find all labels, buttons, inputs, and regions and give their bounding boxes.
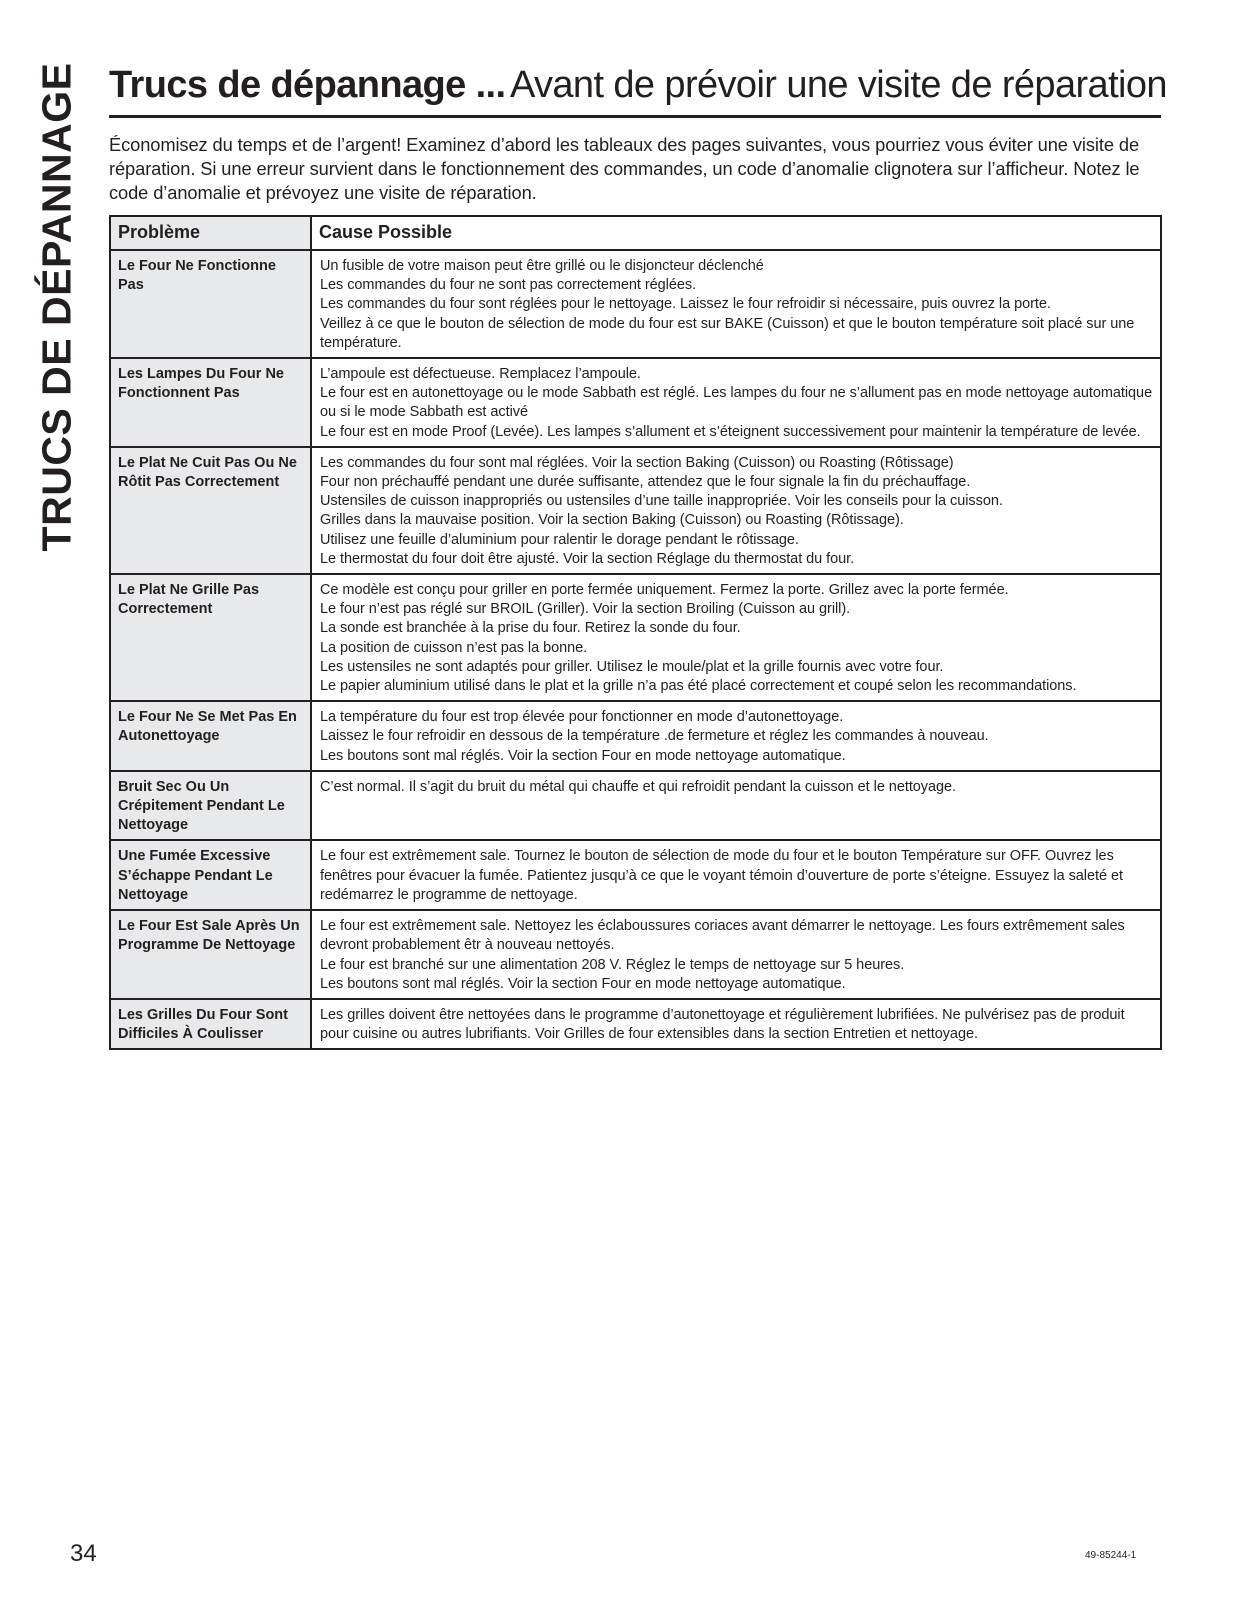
table-row [110, 701, 1161, 771]
cause-line: Les commandes du four sont réglées pour le nettoyage. Laissez le four refroidir si nécessaire, puis ouvrez la porte. [320, 296, 1051, 313]
cause-line: La sonde est branchée à la prise du four. Retirez la sonde du four. [320, 620, 741, 637]
cause-line: Laissez le four refroidir en dessous de la température .de fermeture et réglez les commandes à nouveau. [320, 728, 989, 745]
cause-line: Le papier aluminium utilisé dans le plat et la grille n’a pas été placé correctement et coupé selon les recommandations. [320, 678, 1077, 695]
table-row [110, 910, 1161, 999]
cause-line: Un fusible de votre maison peut être grillé ou le disjoncteur déclenché [320, 258, 764, 274]
header-problem: Problème [110, 216, 311, 250]
problem-cell: Une Fumée Excessive S’échappe Pendant Le Nettoyage [110, 840, 311, 910]
header-cause: Cause Possible [311, 216, 1161, 250]
cause-cell [311, 910, 1161, 999]
problem-cell: Bruit Sec Ou Un Crépitement Pendant Le Nettoyage [110, 771, 311, 841]
cause-line: Ce modèle est conçu pour griller en porte fermée uniquement. Fermez la porte. Grillez avec la porte fermée. [320, 582, 1009, 599]
table-body [110, 250, 1161, 1049]
cause-line: Le four est extrêmement sale. Nettoyez les éclaboussures coriaces avant démarrer le nettoyage. Les fours extrêmement sales devront probablement êtr à nouveau nettoyés. [320, 918, 1125, 954]
cause-line: Le four n’est pas réglé sur BROIL (Griller). Voir la section Broiling (Cuisson au grill). [320, 601, 851, 618]
cause-line: Grilles dans la mauvaise position. Voir la section Baking (Cuisson) ou Roasting (Rôtissage). [320, 512, 904, 529]
page-number: 34 [70, 1540, 97, 1567]
troubleshooting-table [109, 215, 1162, 1050]
cause-cell [311, 250, 1161, 358]
side-section-tab [33, 62, 80, 552]
page-subtitle: Avant de prévoir une visite de réparation [509, 64, 1167, 106]
cause-line: Le four est en autonettoyage ou le mode Sabbath est réglé. Les lampes du four ne s’allument pas en mode nettoyage automatique ou si le mode Sabbath est activé [320, 385, 1153, 421]
table-row [110, 999, 1161, 1049]
problem-cell: Le Plat Ne Grille Pas Correctement [110, 574, 311, 701]
cause-line: Le four est extrêmement sale. Tournez le bouton de sélection de mode du four et le bouton Température sur OFF. Ouvrez les fenêtres pour évacuer la fumée. Patientez jusqu’à ce que le voyant témoin d’ouverture de porte s’éteigne. Essuyez la saleté et redémarrez le programme de nettoyage. [320, 848, 1123, 903]
cause-line: Le four est branché sur une alimentation 208 V. Réglez le temps de nettoyage sur 5 heures. [320, 956, 905, 973]
cause-line: Les ustensiles ne sont adaptés pour griller. Utilisez le moule/plat et la grille fournis avec votre four. [320, 658, 944, 675]
table-row [110, 771, 1161, 841]
problem-cell: Le Four Est Sale Après Un Programme De Nettoyage [110, 910, 311, 999]
side-tab-label: TRUCS DE DÉPANNAGE [33, 62, 80, 552]
cause-cell [311, 358, 1161, 447]
cause-line: Les commandes du four ne sont pas correctement réglées. [320, 277, 697, 294]
document-code: 49-85244-1 [1085, 1550, 1137, 1561]
page-title: Trucs de dépannage ... [109, 64, 506, 106]
table-row [110, 250, 1161, 358]
cause-line: Les boutons sont mal réglés. Voir la section Four en mode nettoyage automatique. [320, 975, 846, 992]
cause-line: Four non préchauffé pendant une durée suffisante, attendez que le four signale la fin du préchauffage. [320, 474, 971, 491]
cause-line: Utilisez une feuille d’aluminium pour ralentir le dorage pendant le rôtissage. [320, 531, 799, 548]
table-row [110, 447, 1161, 574]
page-header [109, 64, 1167, 118]
cause-cell [311, 447, 1161, 574]
cause-line: C’est normal. Il s’agit du bruit du métal qui chauffe et qui refroidit pendant la cuisson et le nettoyage. [320, 778, 957, 795]
problem-cell: Le Plat Ne Cuit Pas Ou Ne Rôtit Pas Correctement [110, 447, 311, 574]
table-row [110, 574, 1161, 701]
problem-cell: Le Four Ne Se Met Pas En Autonettoyage [110, 701, 311, 771]
problem-cell: Les Lampes Du Four Ne Fonctionnent Pas [110, 358, 311, 447]
cause-cell [311, 771, 1161, 841]
cause-line: Les boutons sont mal réglés. Voir la section Four en mode nettoyage automatique. [320, 747, 846, 764]
problem-cell: Le Four Ne Fonctionne Pas [110, 250, 311, 358]
cause-line: La position de cuisson n’est pas la bonne. [320, 639, 588, 656]
table-row [110, 358, 1161, 447]
cause-line: Veillez à ce que le bouton de sélection de mode du four est sur BAKE (Cuisson) et que le bouton température soit placé sur une température. [320, 315, 1135, 351]
problem-cell: Les Grilles Du Four Sont Difficiles À Coulisser [110, 999, 311, 1049]
cause-cell [311, 574, 1161, 701]
table-row [110, 840, 1161, 910]
cause-line: Les commandes du four sont mal réglées. Voir la section Baking (Cuisson) ou Roasting (Rôtissage) [320, 454, 954, 471]
cause-line: Ustensiles de cuisson inappropriés ou ustensiles d’une taille inappropriée. Voir les conseils pour la cuisson. [320, 493, 1003, 510]
cause-line: Le thermostat du four doit être ajusté. Voir la section Réglage du thermostat du four. [320, 550, 855, 567]
cause-line: La température du four est trop élevée pour fonctionner en mode d’autonettoyage. [320, 709, 844, 726]
cause-line: Les grilles doivent être nettoyées dans le programme d’autonettoyage et régulièrement lubrifiées. Ne pulvérisez pas de produit pour cuisine ou autres lubrifiants. Voir Grilles de four extensibles dans la section Entretien et nettoyage. [320, 1006, 1125, 1043]
cause-line: L’ampoule est défectueuse. Remplacez l’ampoule. [320, 366, 641, 383]
cause-cell [311, 840, 1161, 910]
intro-paragraph: Économisez du temps et de l’argent! Examinez d’abord les tableaux des pages suivantes, vous pourriez vous éviter une visite de réparation. Si une erreur survient dans le fonctionnement des commandes, un code d’anomalie clignotera sur l’afficheur. Notez le code d’anomalie et prévoyez une visite de réparation. [109, 134, 1140, 203]
cause-line: Le four est en mode Proof (Levée). Les lampes s’allument et s’éteignent successivement pour maintenir la température de levée. [320, 423, 1141, 440]
cause-cell [311, 701, 1161, 771]
table-header-row [110, 216, 1161, 250]
cause-cell [311, 999, 1161, 1049]
